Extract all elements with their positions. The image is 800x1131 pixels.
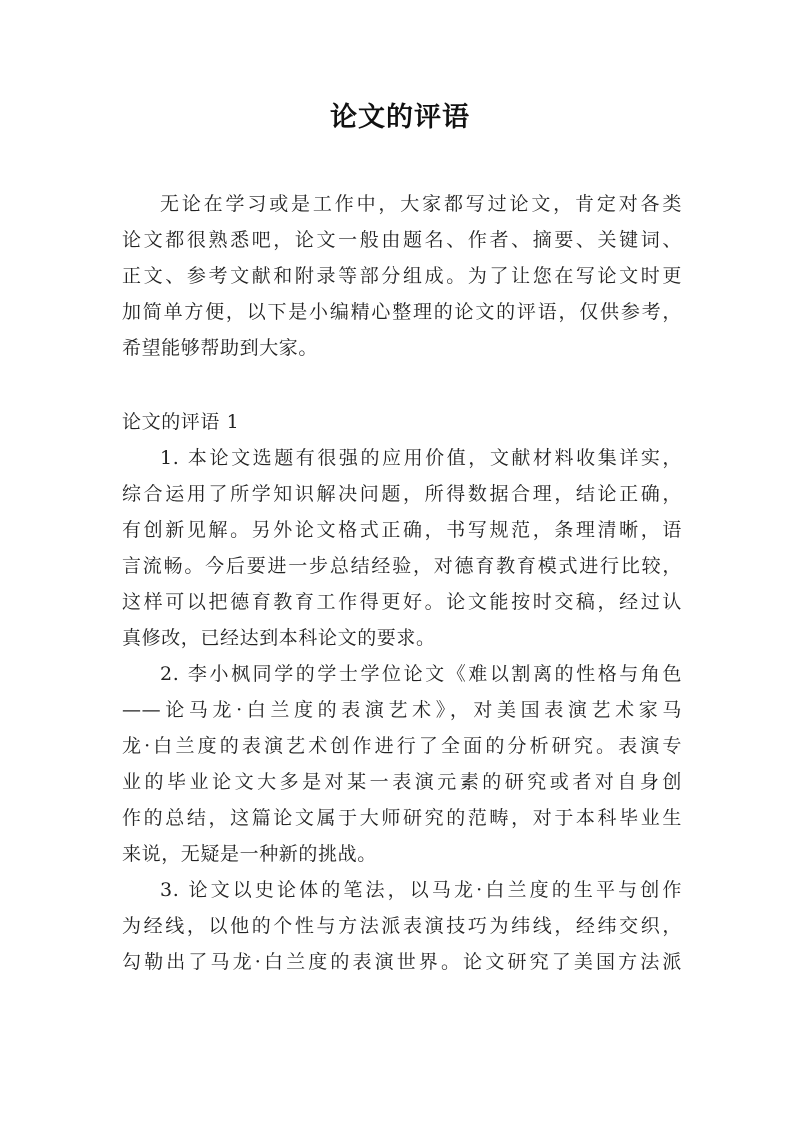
section-heading: 论文的评语 1 bbox=[122, 411, 240, 433]
paragraph-line: 有创新见解。另外论文格式正确，书写规范，条理清晰，语 bbox=[122, 519, 682, 541]
paragraph-line: 2. 李小枫同学的学士学位论文《难以割离的性格与角色 bbox=[160, 663, 682, 685]
paragraph-spacer bbox=[122, 366, 682, 404]
paragraph-line: 这样可以把德育教育工作得更好。论文能按时交稿，经过认 bbox=[122, 591, 682, 613]
intro-line: 正文、参考文献和附录等部分组成。为了让您在写论文时更 bbox=[122, 265, 682, 287]
paragraph-line: 1. 本论文选题有很强的应用价值，文献材料收集详实， bbox=[160, 447, 682, 469]
paragraph-line: 为经线，以他的个性与方法派表演技巧为纬线，经纬交织， bbox=[122, 915, 682, 937]
intro-paragraph bbox=[122, 186, 682, 366]
paragraph-line: 综合运用了所学知识解决问题，所得数据合理，结论正确， bbox=[122, 483, 682, 505]
paragraph-line: 3. 论文以史论体的笔法，以马龙·白兰度的生平与创作 bbox=[160, 879, 682, 901]
evaluation-paragraph-2 bbox=[122, 656, 682, 872]
paragraph-line: 勾勒出了马龙·白兰度的表演世界。论文研究了美国方法派 bbox=[122, 951, 682, 973]
paragraph-line: 来说，无疑是一种新的挑战。 bbox=[122, 843, 377, 865]
intro-line: 无论在学习或是工作中，大家都写过论文，肯定对各类 bbox=[160, 193, 682, 215]
document-title: 论文的评语 bbox=[330, 102, 470, 133]
intro-line: 加简单方便，以下是小编精心整理的论文的评语，仅供参考， bbox=[122, 301, 682, 323]
document-body bbox=[122, 186, 682, 980]
paragraph-line: ——论马龙·白兰度的表演艺术》，对美国表演艺术家马 bbox=[122, 699, 682, 721]
evaluation-paragraph-3 bbox=[122, 872, 682, 980]
intro-line: 论文都很熟悉吧，论文一般由题名、作者、摘要、关键词、 bbox=[122, 229, 682, 251]
paragraph-line: 言流畅。今后要进一步总结经验，对德育教育模式进行比较， bbox=[122, 555, 682, 577]
intro-line: 希望能够帮助到大家。 bbox=[122, 337, 319, 359]
paragraph-line: 龙·白兰度的表演艺术创作进行了全面的分析研究。表演专 bbox=[122, 735, 682, 757]
paragraph-line: 真修改，已经达到本科论文的要求。 bbox=[122, 627, 436, 649]
evaluation-paragraph-1 bbox=[122, 440, 682, 656]
paragraph-line: 业的毕业论文大多是对某一表演元素的研究或者对自身创 bbox=[122, 771, 682, 793]
paragraph-line: 作的总结，这篇论文属于大师研究的范畴，对于本科毕业生 bbox=[122, 807, 682, 829]
